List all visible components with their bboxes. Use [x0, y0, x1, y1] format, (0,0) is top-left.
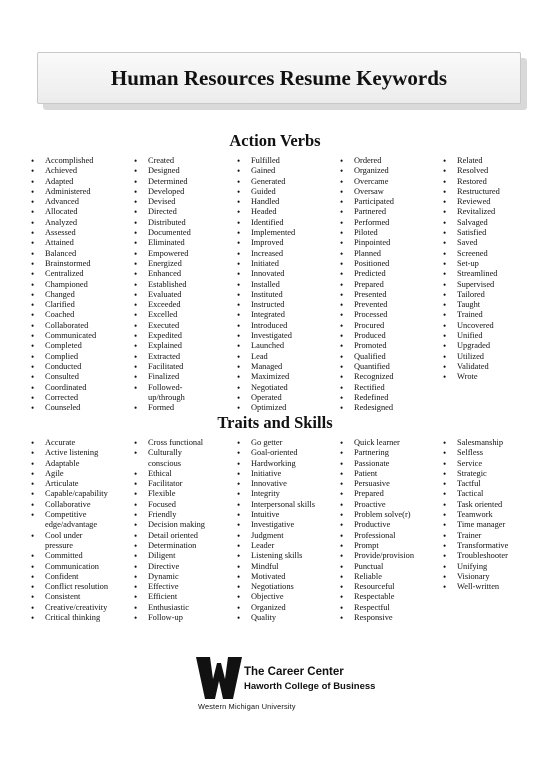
- traits-skills-item: • Respectful: [337, 603, 437, 613]
- traits-skills-heading: Traits and Skills: [217, 413, 333, 432]
- traits-skills-item: • Consistent: [28, 592, 128, 602]
- traits-skills-item: • Leader: [234, 541, 334, 551]
- action-verbs-item: • Produced: [337, 331, 437, 341]
- action-verbs-item: • Excelled: [131, 310, 231, 320]
- traits-skills-item: • Patient: [337, 469, 437, 479]
- action-verbs-item: • Integrated: [234, 310, 334, 320]
- action-verbs-item: • Complied: [28, 352, 128, 362]
- traits-skills-item: • Dynamic: [131, 572, 231, 582]
- college-name: Haworth College of Business: [244, 681, 376, 692]
- action-verbs-item: • Restored: [440, 177, 540, 187]
- traits-skills-item: • Decision making: [131, 520, 231, 530]
- title-banner: [37, 52, 521, 104]
- traits-skills-column-5: [440, 438, 540, 592]
- action-verbs-item: • Advanced: [28, 197, 128, 207]
- traits-skills-item: • Hardworking: [234, 459, 334, 469]
- action-verbs-item: • Launched: [234, 341, 334, 351]
- traits-skills-item: • Cross functional: [131, 438, 231, 448]
- university-name: Western Michigan University: [198, 702, 296, 711]
- action-verbs-item: • Formed: [131, 403, 231, 413]
- traits-skills-item: • Reliable: [337, 572, 437, 582]
- traits-skills-item: • Articulate: [28, 479, 128, 489]
- action-verbs-item: • Maximized: [234, 372, 334, 382]
- action-verbs-item: • Established: [131, 280, 231, 290]
- action-verbs-item: • Redesigned: [337, 403, 437, 413]
- traits-skills-item: • Persuasive: [337, 479, 437, 489]
- action-verbs-item: • Optimized: [234, 403, 334, 413]
- action-verbs-item: • Centralized: [28, 269, 128, 279]
- action-verbs-item: • Assessed: [28, 228, 128, 238]
- action-verbs-item: • Facilitated: [131, 362, 231, 372]
- traits-skills-item: • Directive: [131, 562, 231, 572]
- traits-skills-item: • Salesmanship: [440, 438, 540, 448]
- action-verbs-item: • Instructed: [234, 300, 334, 310]
- action-verbs-item: • Empowered: [131, 249, 231, 259]
- traits-skills-item: • Teamwork: [440, 510, 540, 520]
- action-verbs-item: • Prepared: [337, 280, 437, 290]
- traits-skills-item: • Productive: [337, 520, 437, 530]
- traits-skills-item: pressure: [45, 540, 73, 550]
- traits-skills-item: • Motivated: [234, 572, 334, 582]
- action-verbs-item: • Screened: [440, 249, 540, 259]
- career-center-name: The Career Center: [244, 666, 344, 678]
- action-verbs-item: • Determined: [131, 177, 231, 187]
- traits-skills-item: • Efficient: [131, 592, 231, 602]
- action-verbs-item: • Counseled: [28, 403, 128, 413]
- action-verbs-item: • Designed: [131, 166, 231, 176]
- action-verbs-column-2: [131, 156, 231, 413]
- action-verbs-item: • Processed: [337, 310, 437, 320]
- traits-skills-item: • Focused: [131, 500, 231, 510]
- wmu-w-logo-icon: [196, 657, 242, 699]
- traits-skills-item: • Trainer: [440, 531, 540, 541]
- traits-skills-item: • Tactful: [440, 479, 540, 489]
- action-verbs-item: • Unified: [440, 331, 540, 341]
- action-verbs-item: • Achieved: [28, 166, 128, 176]
- traits-skills-column-1: [28, 438, 128, 623]
- action-verbs-item: • Extracted: [131, 352, 231, 362]
- action-verbs-item: • Eliminated: [131, 238, 231, 248]
- action-verbs-item: • Implemented: [234, 228, 334, 238]
- action-verbs-item: • Conducted: [28, 362, 128, 372]
- traits-skills-item: • Respectable: [337, 592, 437, 602]
- traits-skills-item: • Active listening: [28, 448, 128, 458]
- traits-skills-item: • Critical thinking: [28, 613, 128, 623]
- traits-skills-item: • Facilitator: [131, 479, 231, 489]
- action-verbs-item: • Overcame: [337, 177, 437, 187]
- action-verbs-item: • Corrected: [28, 393, 128, 403]
- traits-skills-item: • Investigative: [234, 520, 334, 530]
- traits-skills-item: • Accurate: [28, 438, 128, 448]
- traits-skills-item: • Confident: [28, 572, 128, 582]
- traits-skills-item: • Goal-oriented: [234, 448, 334, 458]
- traits-skills-item: • Negotiations: [234, 582, 334, 592]
- action-verbs-item: • Exceeded: [131, 300, 231, 310]
- traits-skills-item: • Prompt: [337, 541, 437, 551]
- traits-skills-item: • Conflict resolution: [28, 582, 128, 592]
- action-verbs-item: • Devised: [131, 197, 231, 207]
- traits-skills-item: • Time manager: [440, 520, 540, 530]
- traits-skills-column-4: [337, 438, 437, 623]
- traits-skills-item: • Resourceful: [337, 582, 437, 592]
- action-verbs-item: • Headed: [234, 207, 334, 217]
- action-verbs-item: • Tailored: [440, 290, 540, 300]
- action-verbs-item: • Guided: [234, 187, 334, 197]
- action-verbs-item: • Operated: [234, 393, 334, 403]
- traits-skills-item: • Visionary: [440, 572, 540, 582]
- action-verbs-item: • Energized: [131, 259, 231, 269]
- action-verbs-item: • Presented: [337, 290, 437, 300]
- action-verbs-item: • Brainstormed: [28, 259, 128, 269]
- action-verbs-item: • Supervised: [440, 280, 540, 290]
- traits-skills-item: • Capable/capability: [28, 489, 128, 499]
- traits-skills-item: • Committed: [28, 551, 128, 561]
- traits-skills-item: • Task oriented: [440, 500, 540, 510]
- action-verbs-item: • Procured: [337, 321, 437, 331]
- action-verbs-item: • Explained: [131, 341, 231, 351]
- action-verbs-item: • Followed-: [131, 383, 231, 393]
- action-verbs-item: • Instituted: [234, 290, 334, 300]
- action-verbs-item: • Communicated: [28, 331, 128, 341]
- traits-skills-item: • Listening skills: [234, 551, 334, 561]
- action-verbs-item: • Saved: [440, 238, 540, 248]
- traits-skills-item: • Communication: [28, 562, 128, 572]
- traits-skills-item: • Innovative: [234, 479, 334, 489]
- action-verbs-item: • Recognized: [337, 372, 437, 382]
- traits-skills-item: • Collaborative: [28, 500, 128, 510]
- action-verbs-item: • Restructured: [440, 187, 540, 197]
- action-verbs-item: • Partnered: [337, 207, 437, 217]
- traits-skills-column-2: [131, 438, 231, 623]
- career-center-logo: [196, 657, 376, 713]
- action-verbs-item: • Planned: [337, 249, 437, 259]
- action-verbs-item: • Championed: [28, 280, 128, 290]
- action-verbs-item: • Introduced: [234, 321, 334, 331]
- action-verbs-item: • Rectified: [337, 383, 437, 393]
- action-verbs-item: • Predicted: [337, 269, 437, 279]
- traits-skills-item: • Organized: [234, 603, 334, 613]
- action-verbs-item: • Attained: [28, 238, 128, 248]
- traits-skills-item: edge/advantage: [45, 520, 98, 530]
- action-verbs-item: • Wrote: [440, 372, 540, 382]
- traits-skills-item: • Unifying: [440, 562, 540, 572]
- action-verbs-item: • Managed: [234, 362, 334, 372]
- action-verbs-item: • Oversaw: [337, 187, 437, 197]
- action-verbs-item: • Enhanced: [131, 269, 231, 279]
- action-verbs-item: • Upgraded: [440, 341, 540, 351]
- action-verbs-item: • Uncovered: [440, 321, 540, 331]
- action-verbs-item: up/through: [148, 392, 185, 402]
- traits-skills-item: • Initiative: [234, 469, 334, 479]
- traits-skills-item: • Intuitive: [234, 510, 334, 520]
- action-verbs-item: • Accomplished: [28, 156, 128, 166]
- action-verbs-column-1: [28, 156, 128, 413]
- action-verbs-item: • Consulted: [28, 372, 128, 382]
- action-verbs-item: • Initiated: [234, 259, 334, 269]
- action-verbs-item: • Investigated: [234, 331, 334, 341]
- action-verbs-column-5: [440, 156, 540, 383]
- action-verbs-item: • Documented: [131, 228, 231, 238]
- action-verbs-item: • Installed: [234, 280, 334, 290]
- action-verbs-item: • Prevented: [337, 300, 437, 310]
- traits-skills-item: • Strategic: [440, 469, 540, 479]
- traits-skills-item: • Agile: [28, 469, 128, 479]
- action-verbs-item: • Evaluated: [131, 290, 231, 300]
- action-verbs-item: • Created: [131, 156, 231, 166]
- traits-skills-item: • Tactical: [440, 489, 540, 499]
- action-verbs-item: • Utilized: [440, 352, 540, 362]
- action-verbs-item: • Collaborated: [28, 321, 128, 331]
- action-verbs-item: • Set-up: [440, 259, 540, 269]
- traits-skills-item: • Culturally: [131, 448, 231, 458]
- action-verbs-item: • Increased: [234, 249, 334, 259]
- action-verbs-item: • Analyzed: [28, 218, 128, 228]
- traits-skills-item: • Integrity: [234, 489, 334, 499]
- action-verbs-item: • Changed: [28, 290, 128, 300]
- traits-skills-item: • Cool under: [28, 531, 128, 541]
- action-verbs-item: • Performed: [337, 218, 437, 228]
- action-verbs-item: • Distributed: [131, 218, 231, 228]
- action-verbs-item: • Developed: [131, 187, 231, 197]
- traits-skills-item: • Ethical: [131, 469, 231, 479]
- action-verbs-item: • Reviewed: [440, 197, 540, 207]
- action-verbs-item: • Clarified: [28, 300, 128, 310]
- action-verbs-item: • Resolved: [440, 166, 540, 176]
- action-verbs-item: • Coached: [28, 310, 128, 320]
- traits-skills-item: • Enthusiastic: [131, 603, 231, 613]
- action-verbs-item: • Handled: [234, 197, 334, 207]
- action-verbs-item: • Organized: [337, 166, 437, 176]
- action-verbs-item: • Quantified: [337, 362, 437, 372]
- action-verbs-item: • Expedited: [131, 331, 231, 341]
- traits-skills-item: • Selfless: [440, 448, 540, 458]
- traits-skills-item: • Flexible: [131, 489, 231, 499]
- action-verbs-item: • Revitalized: [440, 207, 540, 217]
- action-verbs-item: • Ordered: [337, 156, 437, 166]
- traits-skills-item: • Problem solve(r): [337, 510, 437, 520]
- traits-skills-item: • Competitive: [28, 510, 128, 520]
- action-verbs-item: • Lead: [234, 352, 334, 362]
- traits-skills-item: • Judgment: [234, 531, 334, 541]
- traits-skills-item: • Objective: [234, 592, 334, 602]
- action-verbs-item: • Directed: [131, 207, 231, 217]
- traits-skills-item: • Mindful: [234, 562, 334, 572]
- action-verbs-item: • Coordinated: [28, 383, 128, 393]
- action-verbs-item: • Participated: [337, 197, 437, 207]
- traits-skills-item: conscious: [148, 458, 182, 468]
- traits-skills-item: • Effective: [131, 582, 231, 592]
- action-verbs-column-3: [234, 156, 334, 413]
- traits-skills-item: • Interpersonal skills: [234, 500, 334, 510]
- action-verbs-item: • Completed: [28, 341, 128, 351]
- traits-skills-item: • Professional: [337, 531, 437, 541]
- action-verbs-item: • Redefined: [337, 393, 437, 403]
- traits-skills-item: • Quality: [234, 613, 334, 623]
- action-verbs-item: • Fulfilled: [234, 156, 334, 166]
- action-verbs-item: • Positioned: [337, 259, 437, 269]
- traits-skills-item: • Prepared: [337, 489, 437, 499]
- action-verbs-item: • Salvaged: [440, 218, 540, 228]
- action-verbs-item: • Related: [440, 156, 540, 166]
- traits-skills-item: • Punctual: [337, 562, 437, 572]
- action-verbs-item: • Improved: [234, 238, 334, 248]
- action-verbs-item: • Gained: [234, 166, 334, 176]
- action-verbs-item: • Taught: [440, 300, 540, 310]
- action-verbs-item: • Administered: [28, 187, 128, 197]
- action-verbs-heading: Action Verbs: [229, 131, 321, 150]
- traits-skills-item: • Passionate: [337, 459, 437, 469]
- action-verbs-item: • Finalized: [131, 372, 231, 382]
- action-verbs-item: • Adapted: [28, 177, 128, 187]
- action-verbs-item: • Allocated: [28, 207, 128, 217]
- action-verbs-item: • Negotiated: [234, 383, 334, 393]
- traits-skills-item: • Creative/creativity: [28, 603, 128, 613]
- action-verbs-item: • Innovated: [234, 269, 334, 279]
- traits-skills-item: • Provide/provision: [337, 551, 437, 561]
- action-verbs-item: • Generated: [234, 177, 334, 187]
- traits-skills-item: • Go getter: [234, 438, 334, 448]
- action-verbs-item: • Qualified: [337, 352, 437, 362]
- traits-skills-item: • Responsive: [337, 613, 437, 623]
- traits-skills-item: • Detail oriented: [131, 531, 231, 541]
- action-verbs-item: • Identified: [234, 218, 334, 228]
- action-verbs-item: • Promoted: [337, 341, 437, 351]
- traits-skills-item: • Adaptable: [28, 459, 128, 469]
- action-verbs-item: • Pinpointed: [337, 238, 437, 248]
- traits-skills-item: • Diligent: [131, 551, 231, 561]
- page-title: Human Resources Resume Keywords: [110, 65, 448, 90]
- traits-skills-item: • Determination: [131, 541, 231, 551]
- action-verbs-column-4: [337, 156, 437, 413]
- traits-skills-item: • Transformative: [440, 541, 540, 551]
- action-verbs-item: • Satisfied: [440, 228, 540, 238]
- traits-skills-item: • Partnering: [337, 448, 437, 458]
- traits-skills-item: • Service: [440, 459, 540, 469]
- action-verbs-item: • Executed: [131, 321, 231, 331]
- traits-skills-item: • Well-written: [440, 582, 540, 592]
- traits-skills-item: • Proactive: [337, 500, 437, 510]
- action-verbs-item: • Piloted: [337, 228, 437, 238]
- traits-skills-item: • Friendly: [131, 510, 231, 520]
- action-verbs-item: • Trained: [440, 310, 540, 320]
- traits-skills-item: • Follow-up: [131, 613, 231, 623]
- action-verbs-item: • Streamlined: [440, 269, 540, 279]
- traits-skills-item: • Troubleshooter: [440, 551, 540, 561]
- traits-skills-item: • Quick learner: [337, 438, 437, 448]
- action-verbs-item: • Validated: [440, 362, 540, 372]
- traits-skills-column-3: [234, 438, 334, 623]
- action-verbs-item: • Balanced: [28, 249, 128, 259]
